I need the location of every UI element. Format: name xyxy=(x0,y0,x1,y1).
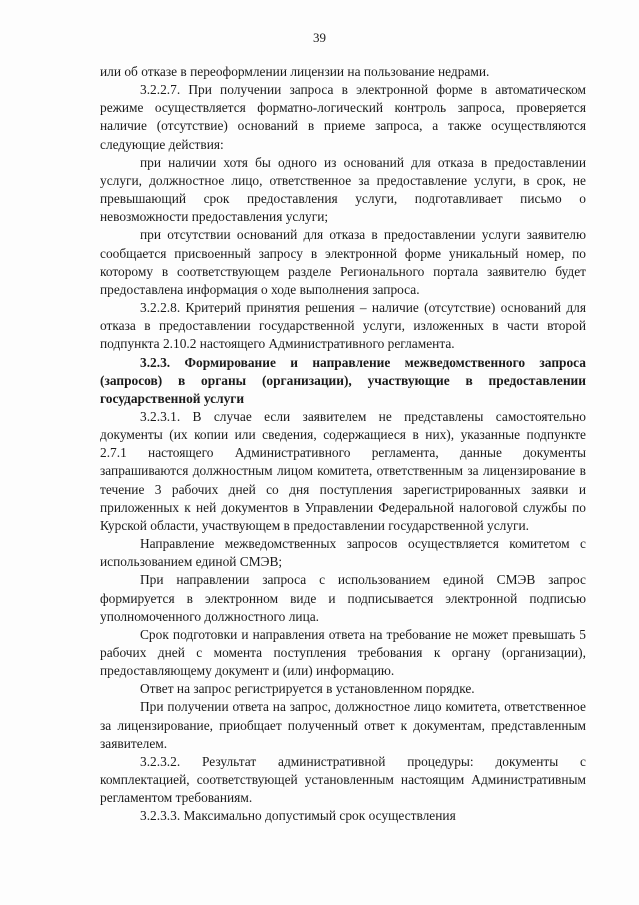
body-text xyxy=(100,63,586,826)
paragraph-smev-form: При направлении запроса с использованием единой СМЭВ запрос формируется в электронном виде и подписывается электронной подписью уполномоченного должностного лица. xyxy=(100,572,586,624)
paragraph-if-grounds: при наличии хотя бы одного из оснований для отказа в предоставлении услуги, должностное лицо, ответственное за предоставление услуги, в срок, не превышающий срок предоставления услуги, подготавливает письмо о невозможности предоставления услуги; xyxy=(100,154,586,225)
paragraph-cont: или об отказе в переоформлении лицензии на пользование недрами. xyxy=(100,64,490,79)
paragraph-3-2-2-8: 3.2.2.8. Критерий принятия решения – наличие (отсутствие) оснований для отказа в предоставлении государственной услуги, изложенных в части второй подпункта 2.10.2 настоящего Административного регламента. xyxy=(100,300,586,352)
paragraph-3-2-3-2: 3.2.3.2. Результат административной процедуры: документы с комплектацией, соответствующей установленным настоящим Административным регламентом требованиям. xyxy=(100,753,586,806)
paragraph-3-2-2-7: 3.2.2.7. При получении запроса в электронной форме в автоматическом режиме осуществляется форматно-логический контроль запроса, проверяется наличие (отсутствие) оснований в приеме запроса, а также осуществляются следующие действия: xyxy=(100,82,586,152)
paragraph-heading-3-2-3: 3.2.3. Формирование и направление межведомственного запроса (запросов) в органы (организации), участвующие в предоставлении государственной услуги xyxy=(100,354,586,406)
paragraph-if-no-grounds: при отсутствии оснований для отказа в предоставлении услуги заявителю сообщается присвоенный запросу в электронной форме уникальный номер, по которому в соответствующем разделе Регионального портала заявителю будет предоставлена информация о ходе выполнения запроса. xyxy=(100,227,586,297)
paragraph-3-2-3-3: 3.2.3.3. Максимально допустимый срок осуществления xyxy=(140,808,456,824)
paragraph-deadline: Срок подготовки и направления ответа на требование не может превышать 5 рабочих дней с момента поступления требования к органу (организации), предоставляющему документ и (или) информацию. xyxy=(100,626,586,679)
paragraph-3-2-3-1: 3.2.3.1. В случае если заявителем не представлены самостоятельно документы (их копии или сведения, содержащиеся в них), указанные подпункте 2.7.1 настоящего Административного регламента, данные документы запрашиваются должностным лицом комитета, ответственным за лицензирование в течение 3 рабочих дней со дня поступления зарегистрированных заявки и приложенных к ней документов в Управлении Федеральной налоговой службы по Курской области, участвующем в предоставлении государственной услуги. xyxy=(100,408,586,533)
page-number: 39 xyxy=(313,30,326,45)
paragraph-attach: При получении ответа на запрос, должностное лицо комитета, ответственное за лицензирование, приобщает полученный ответ к документам, представленным заявителем. xyxy=(100,699,586,751)
paragraph-registration: Ответ на запрос регистрируется в установленном порядке. xyxy=(140,681,475,697)
paragraph-smev-direction: Направление межведомственных запросов осуществляется комитетом с использованием единой СМЭВ; xyxy=(100,536,586,570)
